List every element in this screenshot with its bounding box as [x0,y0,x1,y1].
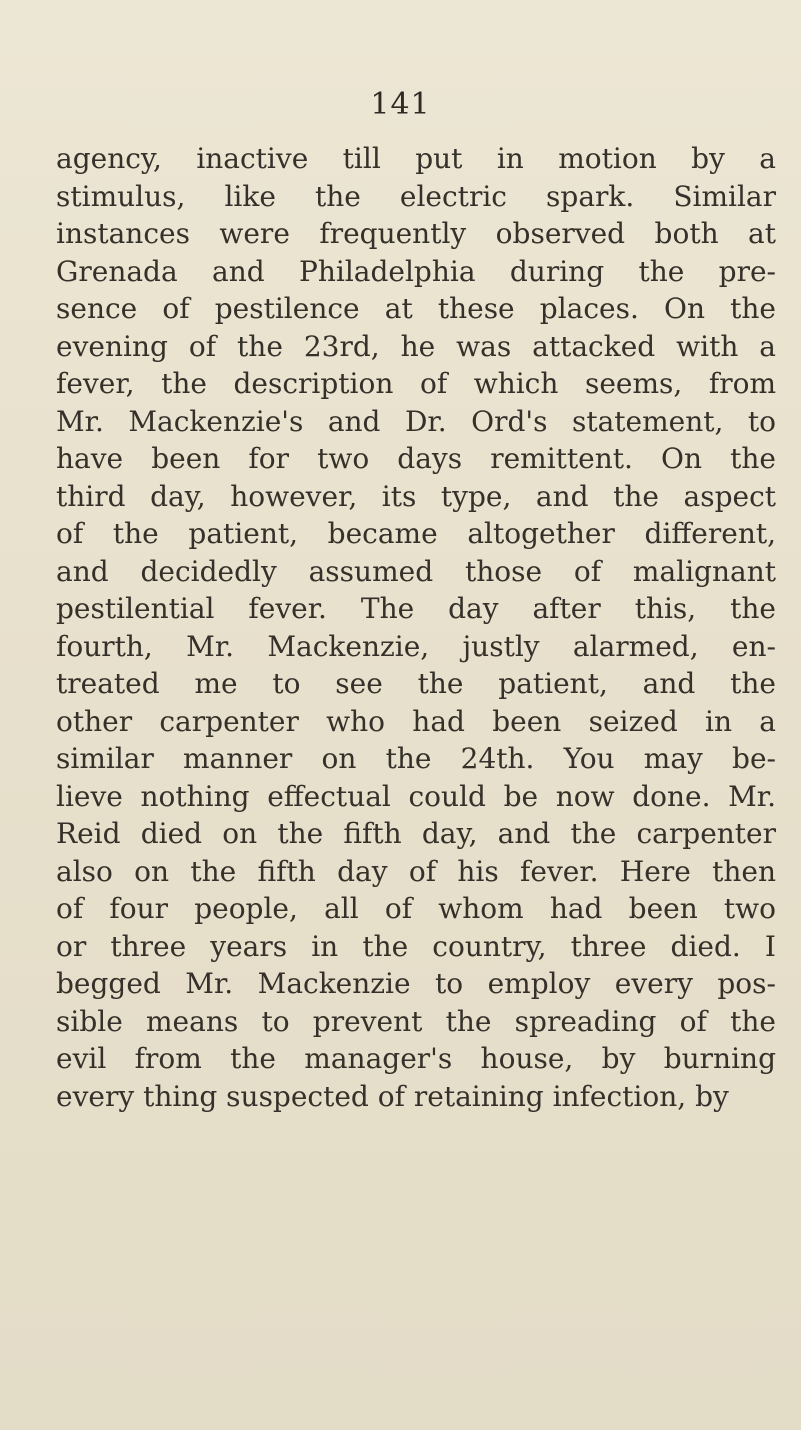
text-line: evening of the 23rd, he was attacked with a [56,329,776,363]
page-number: 141 [370,87,431,122]
text-line: fever, the description of which seems, from [56,367,776,400]
text-line: sible means to prevent the spreading of the [56,1004,776,1038]
text-line: stimulus, like the electric spark. Similar [56,179,776,213]
text-line: and decidedly assumed those of malignant [56,554,776,588]
body-text [56,140,776,1115]
text-line: Mr. Mackenzie's and Dr. Ord's statement, to [56,404,776,438]
text-line: begged Mr. Mackenzie to employ every pos- [56,967,776,1000]
text-line: every thing suspected of retaining infection, by [56,1079,729,1113]
text-line: Grenada and Philadelphia during the pre- [56,254,776,288]
text-line: agency, inactive till put in motion by a [56,142,776,175]
text-line: evil from the manager's house, by burning [56,1042,776,1075]
text-line: also on the fifth day of his fever. Here then [56,854,776,888]
text-line: similar manner on the 24th. You may be- [56,742,776,775]
text-line: of four people, all of whom had been two [56,892,776,925]
text-line: third day, however, its type, and the aspect [56,479,776,513]
text-line: pestilential fever. The day after this, the [56,592,776,625]
text-line: have been for two days remittent. On the [56,442,776,475]
text-line: other carpenter who had been seized in a [56,704,776,738]
text-line: fourth, Mr. Mackenzie, justly alarmed, en- [56,629,776,663]
text-line: lieve nothing effectual could be now done. Mr. [56,779,776,813]
text-line: or three years in the country, three died. I [56,929,776,963]
text-line: sence of pestilence at these places. On the [56,292,776,325]
text-line: of the patient, became altogether different, [56,517,776,550]
text-line: treated me to see the patient, and the [56,667,776,700]
text-line: Reid died on the fifth day, and the carpenter [56,817,776,850]
text-line: instances were frequently observed both at [56,217,776,250]
